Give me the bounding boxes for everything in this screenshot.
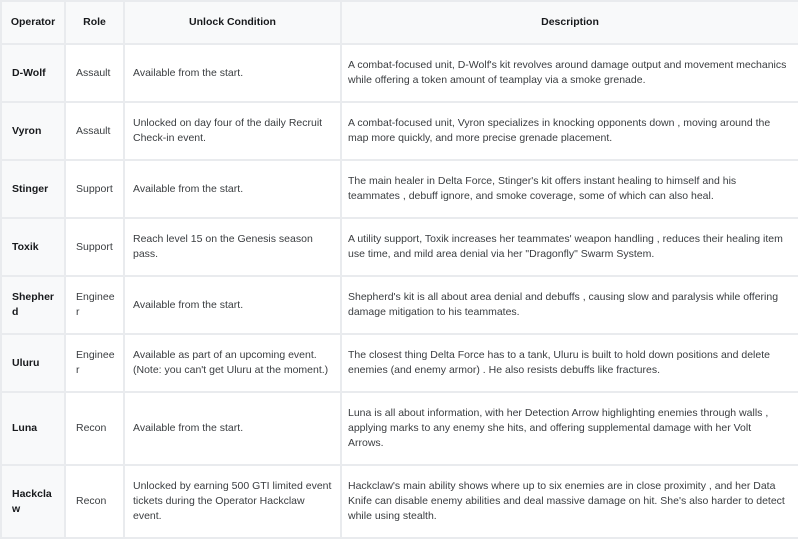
description-cell: Luna is all about information, with her Detection Arrow highlighting enemies through walls , applying marks to any enemy she hits, and offering supplemental damage with her Volt Arrows.: [341, 392, 798, 465]
unlock-condition-cell: Available from the start.: [124, 392, 341, 465]
operator-name-cell: Luna: [1, 392, 65, 465]
table-row: [1, 160, 798, 218]
unlock-condition-cell: Available as part of an upcoming event. (Note: you can't get Uluru at the moment.): [124, 334, 341, 392]
role-cell: Engineer: [65, 276, 124, 334]
role-cell: Recon: [65, 392, 124, 465]
role-cell: Support: [65, 160, 124, 218]
table-row: [1, 334, 798, 392]
table-row: [1, 218, 798, 276]
table-row: [1, 392, 798, 465]
unlock-condition-cell: Reach level 15 on the Genesis season pass.: [124, 218, 341, 276]
description-cell: A combat-focused unit, Vyron specializes in knocking opponents down , moving around the map more quickly, and more precise grenade placement.: [341, 102, 798, 160]
unlock-condition-cell: Available from the start.: [124, 160, 341, 218]
description-cell: Shepherd's kit is all about area denial and debuffs , causing slow and paralysis while offering damage mitigation to his teammates.: [341, 276, 798, 334]
table-row: [1, 276, 798, 334]
column-header-role: Role: [65, 1, 124, 44]
operator-name-cell: Shepherd: [1, 276, 65, 334]
operator-name-cell: Stinger: [1, 160, 65, 218]
table-row: [1, 44, 798, 102]
operator-name-cell: Toxik: [1, 218, 65, 276]
unlock-condition-cell: Unlocked on day four of the daily Recruit Check-in event.: [124, 102, 341, 160]
description-cell: The closest thing Delta Force has to a tank, Uluru is built to hold down positions and delete enemies (and enemy armor) . He also resists debuffs like fractures.: [341, 334, 798, 392]
table-row: [1, 465, 798, 538]
description-cell: The main healer in Delta Force, Stinger's kit offers instant healing to himself and his teammates , debuff ignore, and smoke coverage, some of which can also heal.: [341, 160, 798, 218]
operator-name-cell: Vyron: [1, 102, 65, 160]
role-cell: Recon: [65, 465, 124, 538]
role-cell: Assault: [65, 102, 124, 160]
operator-name-cell: D-Wolf: [1, 44, 65, 102]
table-header: [1, 1, 798, 44]
header-row: [1, 1, 798, 44]
table-body: [1, 44, 798, 538]
description-cell: Hackclaw's main ability shows where up to six enemies are in close proximity , and her Data Knife can disable enemy abilities and deal massive damage on hit. She's also harder to detect while using stealth.: [341, 465, 798, 538]
operator-name-cell: Uluru: [1, 334, 65, 392]
column-header-operator: Operator: [1, 1, 65, 44]
description-cell: A utility support, Toxik increases her teammates' weapon handling , reduces their healing item use time, and mild area denial via her "Dragonfly" Swarm System.: [341, 218, 798, 276]
column-header-description: Description: [341, 1, 798, 44]
column-header-unlock-condition: Unlock Condition: [124, 1, 341, 44]
role-cell: Engineer: [65, 334, 124, 392]
unlock-condition-cell: Unlocked by earning 500 GTI limited event tickets during the Operator Hackclaw event.: [124, 465, 341, 538]
unlock-condition-cell: Available from the start.: [124, 276, 341, 334]
description-cell: A combat-focused unit, D-Wolf's kit revolves around damage output and movement mechanics while offering a token amount of teamplay via a smoke grenade.: [341, 44, 798, 102]
role-cell: Assault: [65, 44, 124, 102]
table-row: [1, 102, 798, 160]
operator-name-cell: Hackclaw: [1, 465, 65, 538]
role-cell: Support: [65, 218, 124, 276]
unlock-condition-cell: Available from the start.: [124, 44, 341, 102]
